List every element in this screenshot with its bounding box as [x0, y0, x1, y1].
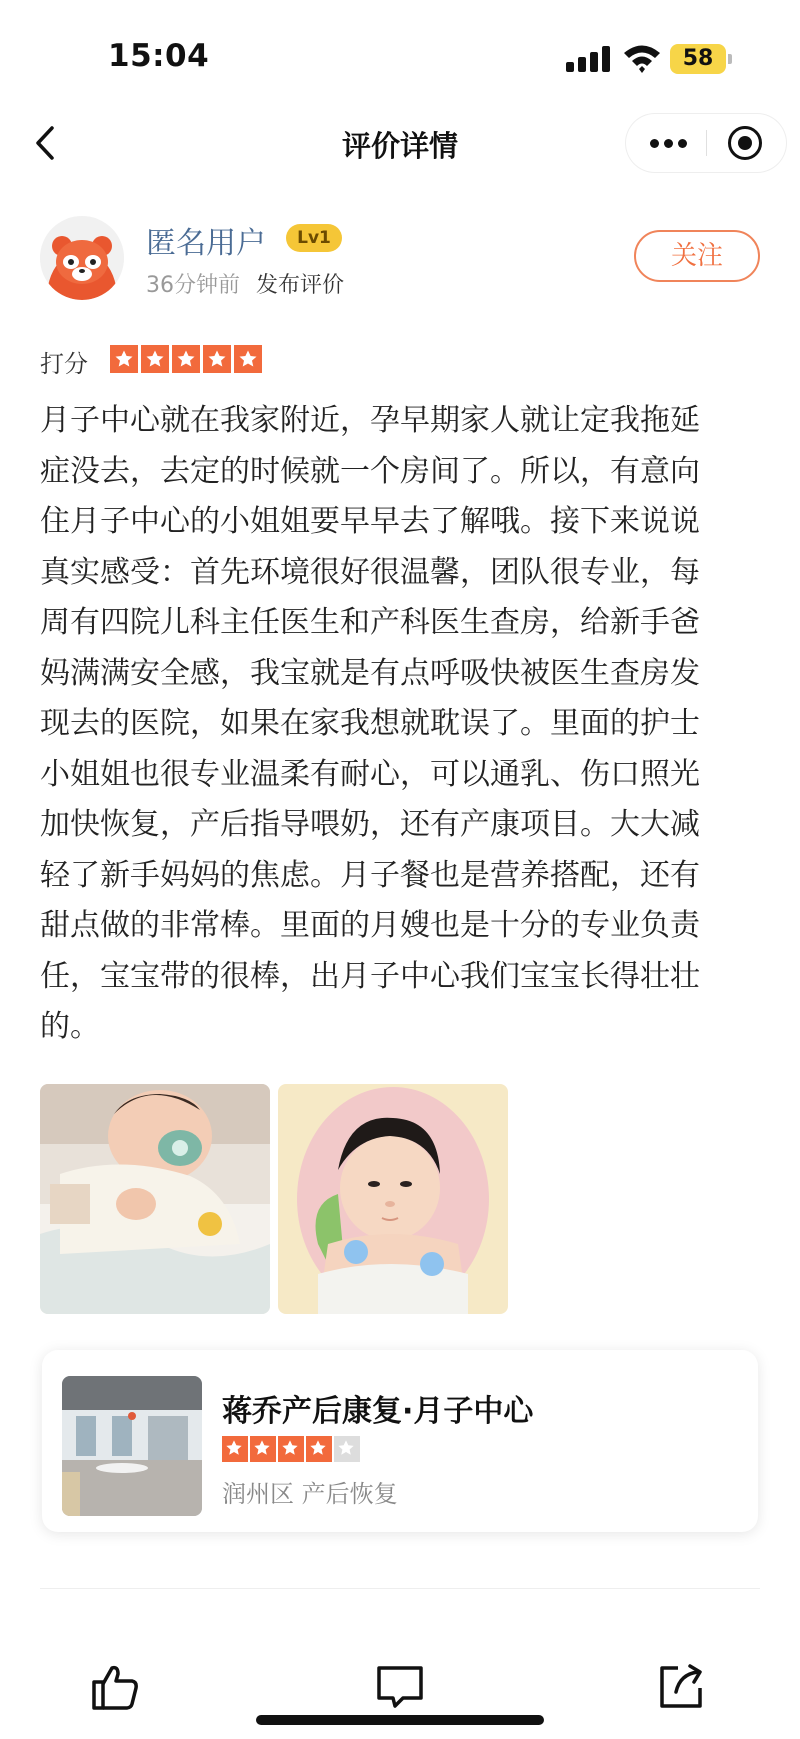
thumbs-up-icon[interactable]: [88, 1660, 142, 1714]
star-icon: [141, 345, 169, 373]
baby-portrait-photo: [278, 1084, 508, 1314]
author-name[interactable]: 匿名用户: [146, 226, 266, 261]
review-line: 症没去，去定的时候就一个房间了。所以，有意向: [40, 453, 700, 489]
avatar[interactable]: [40, 216, 124, 300]
post-action: 发布评价: [256, 273, 345, 298]
nav-bar: [0, 110, 800, 176]
section-divider: [40, 1588, 760, 1589]
review-line: 小姐姐也很专业温柔有耐心，可以通乳、伤口照光: [40, 756, 700, 792]
store-thumbnail: [62, 1376, 202, 1516]
review-line: 加快恢复，产后指导喂奶，还有产康项目。大大减: [40, 807, 700, 842]
page-title: 评价详情: [341, 129, 458, 163]
status-time: 15:04: [108, 38, 210, 74]
rating-label: 打分: [40, 350, 88, 378]
review-line: 现去的医院，如果在家我想就耽误了。里面的护士: [40, 706, 700, 741]
wifi-icon: [622, 42, 662, 74]
share-icon[interactable]: [654, 1660, 708, 1714]
review-line: 月子中心就在我家附近，孕早期家人就让定我拖延: [40, 403, 700, 438]
author-row: [40, 212, 760, 302]
review-photo-2[interactable]: [278, 1084, 508, 1314]
store-interior-photo: [62, 1376, 202, 1516]
home-indicator: [256, 1715, 544, 1725]
review-line: 妈满满安全感，我宝就是有点呼吸快被医生查房发: [40, 655, 700, 691]
status-bar: [0, 0, 800, 110]
star-icon: [222, 1436, 248, 1462]
cellular-signal-icon: [566, 46, 610, 72]
mini-program-capsule: [626, 114, 786, 172]
star-icon: [278, 1436, 304, 1462]
review-line: 轻了新手妈妈的焦虑。月子餐也是营养搭配，还有: [40, 857, 700, 893]
store-card[interactable]: [42, 1350, 758, 1532]
store-category: 产后恢复: [301, 1480, 398, 1508]
store-district: 润州区: [222, 1480, 294, 1508]
target-icon[interactable]: [728, 126, 762, 160]
review-photo-1[interactable]: [40, 1084, 270, 1314]
star-icon: [234, 345, 262, 373]
review-text: [40, 396, 768, 1053]
rating-stars: [110, 345, 262, 373]
comment-icon[interactable]: [373, 1660, 427, 1714]
back-icon[interactable]: [22, 118, 72, 168]
more-icon[interactable]: [644, 124, 694, 162]
review-line: 的。: [40, 1009, 100, 1044]
star-icon: [110, 345, 138, 373]
baby-sleeping-photo: [40, 1084, 270, 1314]
red-panda-avatar-icon: [40, 216, 124, 300]
level-badge: Lv1: [286, 224, 342, 252]
review-line: 真实感受：首先环境很好很温馨，团队很专业，每: [40, 554, 700, 590]
post-time: 36分钟前: [146, 273, 240, 298]
store-meta: [222, 1474, 398, 1509]
battery-cap: [728, 54, 732, 64]
battery-icon: [670, 44, 726, 74]
battery-level: 58: [682, 46, 714, 71]
capsule-divider: [706, 130, 707, 156]
star-icon: [203, 345, 231, 373]
star-icon: [306, 1436, 332, 1462]
follow-button[interactable]: 关注: [634, 230, 760, 282]
store-rating-stars: [222, 1436, 360, 1462]
review-line: 住月子中心的小姐姐要早早去了解哦。接下来说说: [40, 504, 700, 539]
review-line: 任，宝宝带的很棒，出月子中心我们宝宝长得壮壮: [40, 958, 700, 994]
review-line: 周有四院儿科主任医生和产科医生查房，给新手爸: [40, 605, 700, 640]
store-name: 蒋乔产后康复·月子中心: [222, 1394, 534, 1429]
review-line: 甜点做的非常棒。里面的月嫂也是十分的专业负责: [40, 908, 700, 943]
star-icon: [250, 1436, 276, 1462]
star-icon: [334, 1436, 360, 1462]
star-icon: [172, 345, 200, 373]
